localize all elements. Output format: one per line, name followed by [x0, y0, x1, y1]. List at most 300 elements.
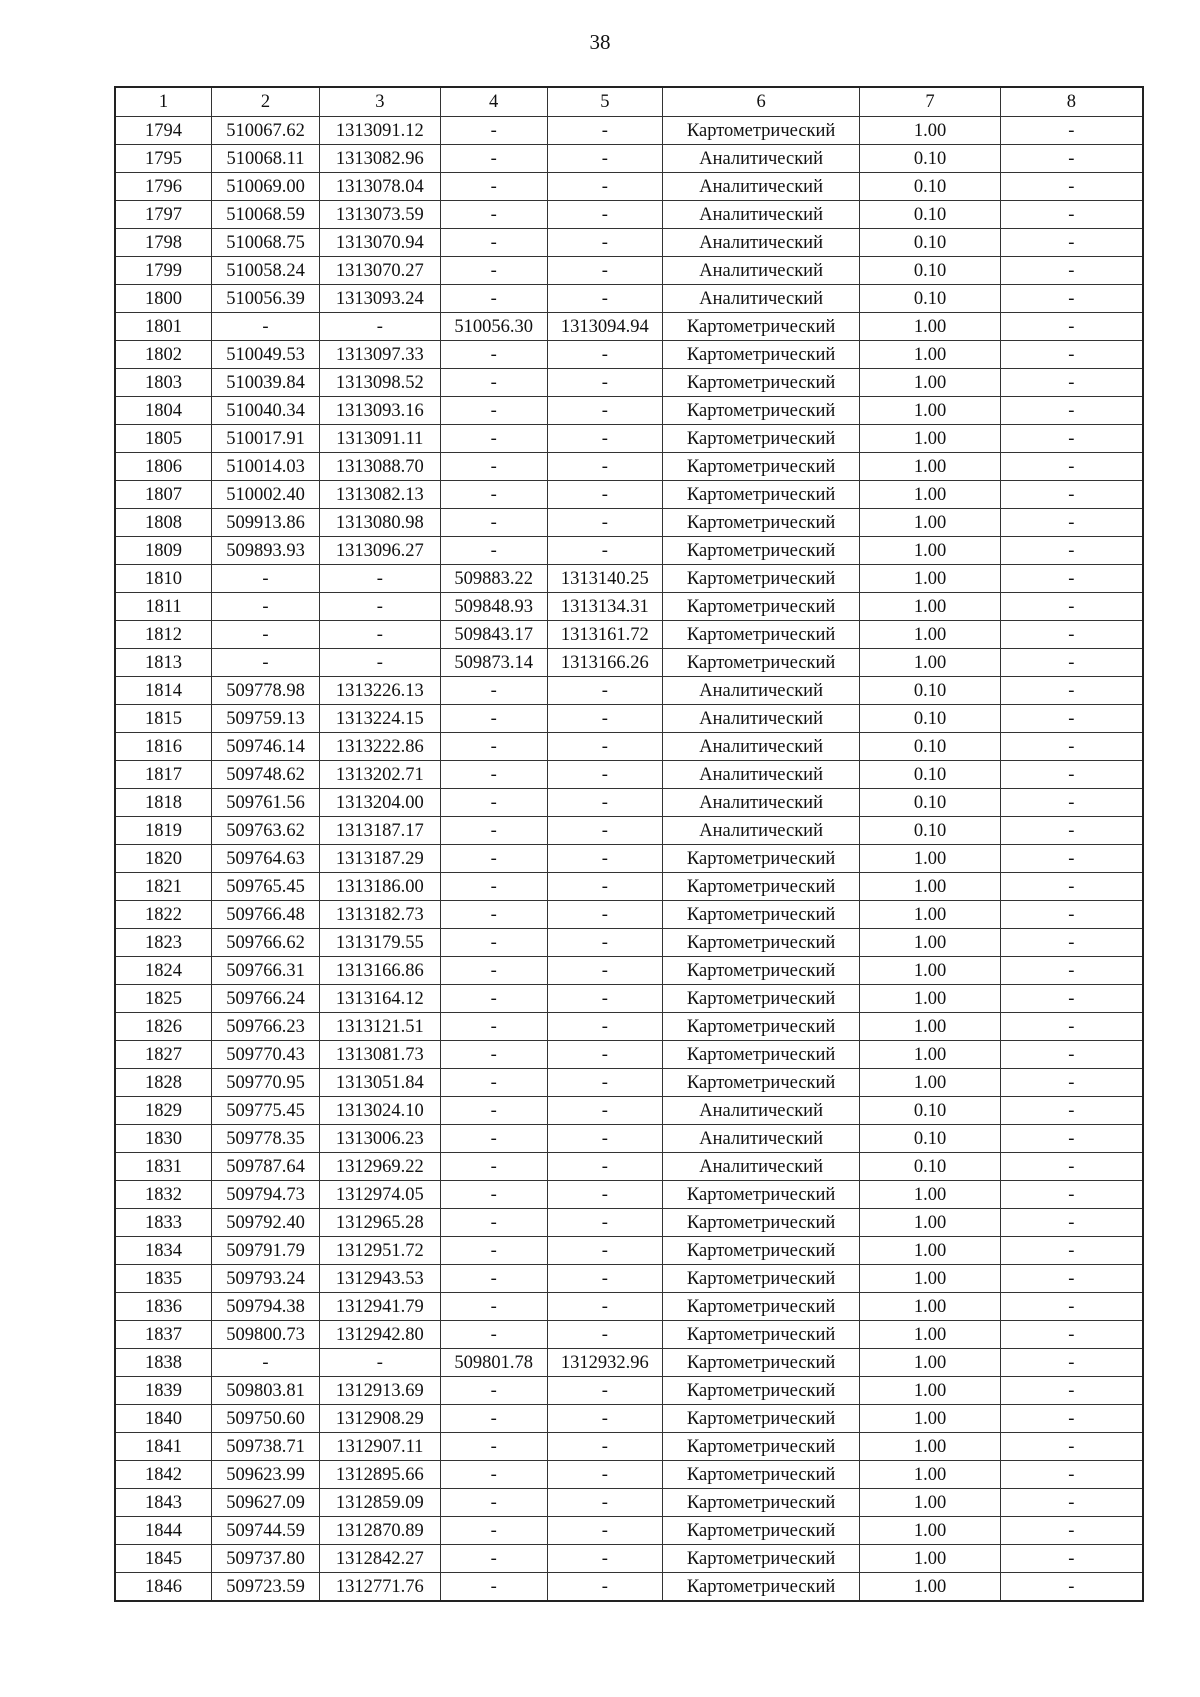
y-coordinate-cell: 1313082.96	[320, 145, 441, 173]
method-cell: Картометрический	[663, 873, 860, 901]
method-cell: Картометрический	[663, 117, 860, 145]
accuracy-cell: 0.10	[860, 1125, 1001, 1153]
description-cell: -	[1000, 733, 1143, 761]
y-coordinate-cell: 1313187.17	[320, 817, 441, 845]
table-body	[115, 117, 1143, 1602]
description-cell: -	[1000, 1209, 1143, 1237]
y-new-coordinate-cell: -	[547, 1013, 662, 1041]
accuracy-cell: 0.10	[860, 229, 1001, 257]
description-cell: -	[1000, 1433, 1143, 1461]
x-new-coordinate-cell: -	[440, 1461, 547, 1489]
y-new-coordinate-cell: 1312932.96	[547, 1349, 662, 1377]
y-new-coordinate-cell: -	[547, 1545, 662, 1573]
point-number-cell: 1804	[115, 397, 212, 425]
y-new-coordinate-cell: -	[547, 1181, 662, 1209]
y-new-coordinate-cell: -	[547, 957, 662, 985]
point-number-cell: 1822	[115, 901, 212, 929]
y-new-coordinate-cell: -	[547, 341, 662, 369]
point-number-cell: 1842	[115, 1461, 212, 1489]
y-new-coordinate-cell: -	[547, 1433, 662, 1461]
description-cell: -	[1000, 593, 1143, 621]
y-coordinate-cell: 1313121.51	[320, 1013, 441, 1041]
method-cell: Картометрический	[663, 369, 860, 397]
y-new-coordinate-cell: -	[547, 1461, 662, 1489]
x-new-coordinate-cell: -	[440, 817, 547, 845]
method-cell: Картометрический	[663, 1433, 860, 1461]
method-cell: Картометрический	[663, 621, 860, 649]
accuracy-cell: 1.00	[860, 901, 1001, 929]
x-coordinate-cell: 509792.40	[212, 1209, 320, 1237]
x-coordinate-cell: 509766.24	[212, 985, 320, 1013]
y-new-coordinate-cell: -	[547, 369, 662, 397]
x-coordinate-cell: 509766.48	[212, 901, 320, 929]
description-cell: -	[1000, 985, 1143, 1013]
y-coordinate-cell: 1313070.94	[320, 229, 441, 257]
accuracy-cell: 1.00	[860, 1405, 1001, 1433]
y-new-coordinate-cell: -	[547, 1377, 662, 1405]
point-number-cell: 1808	[115, 509, 212, 537]
y-new-coordinate-cell: -	[547, 117, 662, 145]
accuracy-cell: 1.00	[860, 313, 1001, 341]
y-coordinate-cell: 1312965.28	[320, 1209, 441, 1237]
accuracy-cell: 0.10	[860, 173, 1001, 201]
coordinates-table	[114, 86, 1144, 1602]
x-new-coordinate-cell: -	[440, 117, 547, 145]
y-coordinate-cell: 1312771.76	[320, 1573, 441, 1602]
table-row	[115, 285, 1143, 313]
x-coordinate-cell: 509746.14	[212, 733, 320, 761]
y-coordinate-cell: 1313097.33	[320, 341, 441, 369]
y-new-coordinate-cell: -	[547, 1517, 662, 1545]
description-cell: -	[1000, 1349, 1143, 1377]
accuracy-cell: 0.10	[860, 733, 1001, 761]
table-row	[115, 1517, 1143, 1545]
accuracy-cell: 1.00	[860, 1433, 1001, 1461]
point-number-cell: 1817	[115, 761, 212, 789]
x-new-coordinate-cell: -	[440, 1293, 547, 1321]
point-number-cell: 1846	[115, 1573, 212, 1602]
method-cell: Аналитический	[663, 733, 860, 761]
x-coordinate-cell: -	[212, 1349, 320, 1377]
x-coordinate-cell: 509763.62	[212, 817, 320, 845]
y-new-coordinate-cell: -	[547, 425, 662, 453]
x-coordinate-cell: 510068.59	[212, 201, 320, 229]
y-coordinate-cell: 1313006.23	[320, 1125, 441, 1153]
description-cell: -	[1000, 929, 1143, 957]
x-new-coordinate-cell: -	[440, 341, 547, 369]
accuracy-cell: 1.00	[860, 1461, 1001, 1489]
description-cell: -	[1000, 873, 1143, 901]
method-cell: Картометрический	[663, 453, 860, 481]
description-cell: -	[1000, 229, 1143, 257]
description-cell: -	[1000, 425, 1143, 453]
accuracy-cell: 1.00	[860, 1181, 1001, 1209]
y-new-coordinate-cell: 1313166.26	[547, 649, 662, 677]
table-row	[115, 425, 1143, 453]
y-new-coordinate-cell: -	[547, 173, 662, 201]
x-coordinate-cell: 509794.38	[212, 1293, 320, 1321]
x-coordinate-cell: 509766.31	[212, 957, 320, 985]
accuracy-cell: 1.00	[860, 369, 1001, 397]
x-coordinate-cell: -	[212, 565, 320, 593]
description-cell: -	[1000, 313, 1143, 341]
table-row	[115, 509, 1143, 537]
x-new-coordinate-cell: -	[440, 1013, 547, 1041]
point-number-cell: 1825	[115, 985, 212, 1013]
accuracy-cell: 1.00	[860, 957, 1001, 985]
y-new-coordinate-cell: -	[547, 985, 662, 1013]
column-header: 2	[212, 87, 320, 117]
table-row	[115, 313, 1143, 341]
description-cell: -	[1000, 1265, 1143, 1293]
table-row	[115, 1097, 1143, 1125]
y-new-coordinate-cell: -	[547, 1041, 662, 1069]
method-cell: Аналитический	[663, 145, 860, 173]
x-new-coordinate-cell: -	[440, 285, 547, 313]
x-new-coordinate-cell: -	[440, 173, 547, 201]
table-row	[115, 1069, 1143, 1097]
accuracy-cell: 0.10	[860, 761, 1001, 789]
point-number-cell: 1806	[115, 453, 212, 481]
accuracy-cell: 1.00	[860, 1069, 1001, 1097]
method-cell: Аналитический	[663, 285, 860, 313]
method-cell: Аналитический	[663, 173, 860, 201]
method-cell: Картометрический	[663, 929, 860, 957]
accuracy-cell: 1.00	[860, 1013, 1001, 1041]
description-cell: -	[1000, 369, 1143, 397]
x-new-coordinate-cell: -	[440, 1181, 547, 1209]
method-cell: Аналитический	[663, 1153, 860, 1181]
point-number-cell: 1813	[115, 649, 212, 677]
description-cell: -	[1000, 201, 1143, 229]
y-coordinate-cell: 1313179.55	[320, 929, 441, 957]
point-number-cell: 1795	[115, 145, 212, 173]
x-new-coordinate-cell: -	[440, 509, 547, 537]
description-cell: -	[1000, 1153, 1143, 1181]
column-header: 1	[115, 87, 212, 117]
point-number-cell: 1827	[115, 1041, 212, 1069]
table-row	[115, 145, 1143, 173]
accuracy-cell: 1.00	[860, 117, 1001, 145]
accuracy-cell: 1.00	[860, 565, 1001, 593]
table-row	[115, 1349, 1143, 1377]
y-new-coordinate-cell: -	[547, 1209, 662, 1237]
x-coordinate-cell: 509893.93	[212, 537, 320, 565]
y-coordinate-cell: 1312942.80	[320, 1321, 441, 1349]
accuracy-cell: 0.10	[860, 817, 1001, 845]
description-cell: -	[1000, 789, 1143, 817]
x-new-coordinate-cell: -	[440, 1153, 547, 1181]
x-new-coordinate-cell: -	[440, 1433, 547, 1461]
method-cell: Картометрический	[663, 1377, 860, 1405]
y-coordinate-cell: 1313080.98	[320, 509, 441, 537]
y-new-coordinate-cell: -	[547, 1097, 662, 1125]
x-new-coordinate-cell: -	[440, 957, 547, 985]
y-coordinate-cell: 1313093.16	[320, 397, 441, 425]
x-new-coordinate-cell: -	[440, 145, 547, 173]
accuracy-cell: 0.10	[860, 789, 1001, 817]
accuracy-cell: 1.00	[860, 509, 1001, 537]
accuracy-cell: 1.00	[860, 649, 1001, 677]
point-number-cell: 1797	[115, 201, 212, 229]
table-row	[115, 565, 1143, 593]
table-row	[115, 677, 1143, 705]
accuracy-cell: 1.00	[860, 593, 1001, 621]
accuracy-cell: 1.00	[860, 1489, 1001, 1517]
x-new-coordinate-cell: -	[440, 425, 547, 453]
y-coordinate-cell: 1313182.73	[320, 901, 441, 929]
y-new-coordinate-cell: -	[547, 873, 662, 901]
column-header: 5	[547, 87, 662, 117]
method-cell: Аналитический	[663, 705, 860, 733]
description-cell: -	[1000, 285, 1143, 313]
description-cell: -	[1000, 1069, 1143, 1097]
table-row	[115, 957, 1143, 985]
y-coordinate-cell: 1312870.89	[320, 1517, 441, 1545]
point-number-cell: 1823	[115, 929, 212, 957]
x-new-coordinate-cell: -	[440, 1237, 547, 1265]
y-coordinate-cell: 1313204.00	[320, 789, 441, 817]
x-new-coordinate-cell: -	[440, 369, 547, 397]
x-coordinate-cell: 509761.56	[212, 789, 320, 817]
column-header: 4	[440, 87, 547, 117]
y-coordinate-cell: 1313186.00	[320, 873, 441, 901]
table-row	[115, 761, 1143, 789]
description-cell: -	[1000, 1489, 1143, 1517]
table-row	[115, 1433, 1143, 1461]
accuracy-cell: 1.00	[860, 341, 1001, 369]
point-number-cell: 1812	[115, 621, 212, 649]
y-new-coordinate-cell: -	[547, 145, 662, 173]
table-row	[115, 649, 1143, 677]
accuracy-cell: 1.00	[860, 1209, 1001, 1237]
description-cell: -	[1000, 1573, 1143, 1602]
description-cell: -	[1000, 1377, 1143, 1405]
table-row	[115, 1461, 1143, 1489]
accuracy-cell: 1.00	[860, 1517, 1001, 1545]
x-new-coordinate-cell: -	[440, 873, 547, 901]
accuracy-cell: 1.00	[860, 1321, 1001, 1349]
x-coordinate-cell: 510067.62	[212, 117, 320, 145]
description-cell: -	[1000, 509, 1143, 537]
table-header-row	[115, 87, 1143, 117]
description-cell: -	[1000, 621, 1143, 649]
accuracy-cell: 1.00	[860, 845, 1001, 873]
y-coordinate-cell: 1313096.27	[320, 537, 441, 565]
y-coordinate-cell: 1312943.53	[320, 1265, 441, 1293]
x-new-coordinate-cell: -	[440, 397, 547, 425]
x-coordinate-cell: 509778.35	[212, 1125, 320, 1153]
table-row	[115, 341, 1143, 369]
point-number-cell: 1820	[115, 845, 212, 873]
description-cell: -	[1000, 481, 1143, 509]
x-coordinate-cell: -	[212, 313, 320, 341]
method-cell: Картометрический	[663, 649, 860, 677]
table-row	[115, 901, 1143, 929]
table-row	[115, 593, 1143, 621]
method-cell: Аналитический	[663, 677, 860, 705]
method-cell: Картометрический	[663, 1293, 860, 1321]
accuracy-cell: 1.00	[860, 1041, 1001, 1069]
table-row	[115, 733, 1143, 761]
y-coordinate-cell: 1313166.86	[320, 957, 441, 985]
y-new-coordinate-cell: -	[547, 1293, 662, 1321]
accuracy-cell: 1.00	[860, 1293, 1001, 1321]
table-row	[115, 1405, 1143, 1433]
point-number-cell: 1835	[115, 1265, 212, 1293]
table-row	[115, 817, 1143, 845]
table-row	[115, 1377, 1143, 1405]
point-number-cell: 1799	[115, 257, 212, 285]
accuracy-cell: 0.10	[860, 677, 1001, 705]
x-coordinate-cell: 509766.23	[212, 1013, 320, 1041]
x-coordinate-cell: 509738.71	[212, 1433, 320, 1461]
column-header: 8	[1000, 87, 1143, 117]
table-row	[115, 1265, 1143, 1293]
x-new-coordinate-cell: -	[440, 845, 547, 873]
accuracy-cell: 1.00	[860, 453, 1001, 481]
point-number-cell: 1830	[115, 1125, 212, 1153]
table-row	[115, 201, 1143, 229]
x-new-coordinate-cell: -	[440, 761, 547, 789]
x-new-coordinate-cell: -	[440, 733, 547, 761]
method-cell: Картометрический	[663, 1013, 860, 1041]
accuracy-cell: 0.10	[860, 257, 1001, 285]
description-cell: -	[1000, 1181, 1143, 1209]
method-cell: Картометрический	[663, 957, 860, 985]
x-new-coordinate-cell: -	[440, 1265, 547, 1293]
x-new-coordinate-cell: -	[440, 1125, 547, 1153]
method-cell: Картометрический	[663, 397, 860, 425]
x-new-coordinate-cell: -	[440, 537, 547, 565]
y-new-coordinate-cell: -	[547, 1237, 662, 1265]
x-coordinate-cell: 510040.34	[212, 397, 320, 425]
description-cell: -	[1000, 649, 1143, 677]
table-row	[115, 845, 1143, 873]
y-new-coordinate-cell: -	[547, 1069, 662, 1097]
table-row	[115, 1209, 1143, 1237]
y-coordinate-cell: 1313091.11	[320, 425, 441, 453]
x-coordinate-cell: 509791.79	[212, 1237, 320, 1265]
x-new-coordinate-cell: -	[440, 481, 547, 509]
method-cell: Картометрический	[663, 1349, 860, 1377]
table-row	[115, 1153, 1143, 1181]
x-coordinate-cell: 510068.75	[212, 229, 320, 257]
table-row	[115, 481, 1143, 509]
y-coordinate-cell: 1313070.27	[320, 257, 441, 285]
point-number-cell: 1833	[115, 1209, 212, 1237]
accuracy-cell: 1.00	[860, 1237, 1001, 1265]
y-coordinate-cell: 1312941.79	[320, 1293, 441, 1321]
y-new-coordinate-cell: -	[547, 257, 662, 285]
x-new-coordinate-cell: 509801.78	[440, 1349, 547, 1377]
table-row	[115, 537, 1143, 565]
method-cell: Картометрический	[663, 901, 860, 929]
point-number-cell: 1841	[115, 1433, 212, 1461]
x-new-coordinate-cell: -	[440, 705, 547, 733]
method-cell: Картометрический	[663, 425, 860, 453]
x-new-coordinate-cell: -	[440, 453, 547, 481]
point-number-cell: 1821	[115, 873, 212, 901]
y-new-coordinate-cell: -	[547, 201, 662, 229]
description-cell: -	[1000, 145, 1143, 173]
table-row	[115, 173, 1143, 201]
x-new-coordinate-cell: 509883.22	[440, 565, 547, 593]
table-row	[115, 1293, 1143, 1321]
accuracy-cell: 0.10	[860, 1153, 1001, 1181]
table-row	[115, 369, 1143, 397]
point-number-cell: 1810	[115, 565, 212, 593]
point-number-cell: 1811	[115, 593, 212, 621]
point-number-cell: 1824	[115, 957, 212, 985]
x-coordinate-cell: 509775.45	[212, 1097, 320, 1125]
y-new-coordinate-cell: -	[547, 481, 662, 509]
point-number-cell: 1844	[115, 1517, 212, 1545]
accuracy-cell: 1.00	[860, 1265, 1001, 1293]
x-coordinate-cell: 510056.39	[212, 285, 320, 313]
y-coordinate-cell: -	[320, 593, 441, 621]
description-cell: -	[1000, 117, 1143, 145]
x-coordinate-cell: 509765.45	[212, 873, 320, 901]
table-row	[115, 789, 1143, 817]
table-row	[115, 929, 1143, 957]
description-cell: -	[1000, 1321, 1143, 1349]
description-cell: -	[1000, 901, 1143, 929]
x-coordinate-cell: 509627.09	[212, 1489, 320, 1517]
table-row	[115, 1321, 1143, 1349]
table-row	[115, 397, 1143, 425]
y-new-coordinate-cell: -	[547, 1405, 662, 1433]
x-coordinate-cell: -	[212, 593, 320, 621]
x-coordinate-cell: 509748.62	[212, 761, 320, 789]
description-cell: -	[1000, 1405, 1143, 1433]
description-cell: -	[1000, 1125, 1143, 1153]
table-row	[115, 1181, 1143, 1209]
x-coordinate-cell: 509803.81	[212, 1377, 320, 1405]
y-coordinate-cell: 1313098.52	[320, 369, 441, 397]
y-coordinate-cell: -	[320, 1349, 441, 1377]
point-number-cell: 1816	[115, 733, 212, 761]
point-number-cell: 1800	[115, 285, 212, 313]
point-number-cell: 1805	[115, 425, 212, 453]
x-coordinate-cell: 509750.60	[212, 1405, 320, 1433]
x-new-coordinate-cell: 510056.30	[440, 313, 547, 341]
x-coordinate-cell: 509744.59	[212, 1517, 320, 1545]
x-new-coordinate-cell: -	[440, 1321, 547, 1349]
accuracy-cell: 1.00	[860, 1573, 1001, 1602]
x-new-coordinate-cell: -	[440, 1377, 547, 1405]
x-new-coordinate-cell: -	[440, 1405, 547, 1433]
description-cell: -	[1000, 257, 1143, 285]
method-cell: Аналитический	[663, 257, 860, 285]
table-row	[115, 117, 1143, 145]
table-row	[115, 1013, 1143, 1041]
y-new-coordinate-cell: -	[547, 733, 662, 761]
method-cell: Картометрический	[663, 1489, 860, 1517]
table-row	[115, 621, 1143, 649]
x-new-coordinate-cell: -	[440, 1573, 547, 1602]
x-coordinate-cell: 509723.59	[212, 1573, 320, 1602]
y-new-coordinate-cell: -	[547, 509, 662, 537]
y-coordinate-cell: -	[320, 565, 441, 593]
x-coordinate-cell: 509787.64	[212, 1153, 320, 1181]
x-new-coordinate-cell: -	[440, 1489, 547, 1517]
x-coordinate-cell: 509800.73	[212, 1321, 320, 1349]
x-new-coordinate-cell: -	[440, 1097, 547, 1125]
description-cell: -	[1000, 341, 1143, 369]
point-number-cell: 1829	[115, 1097, 212, 1125]
point-number-cell: 1802	[115, 341, 212, 369]
